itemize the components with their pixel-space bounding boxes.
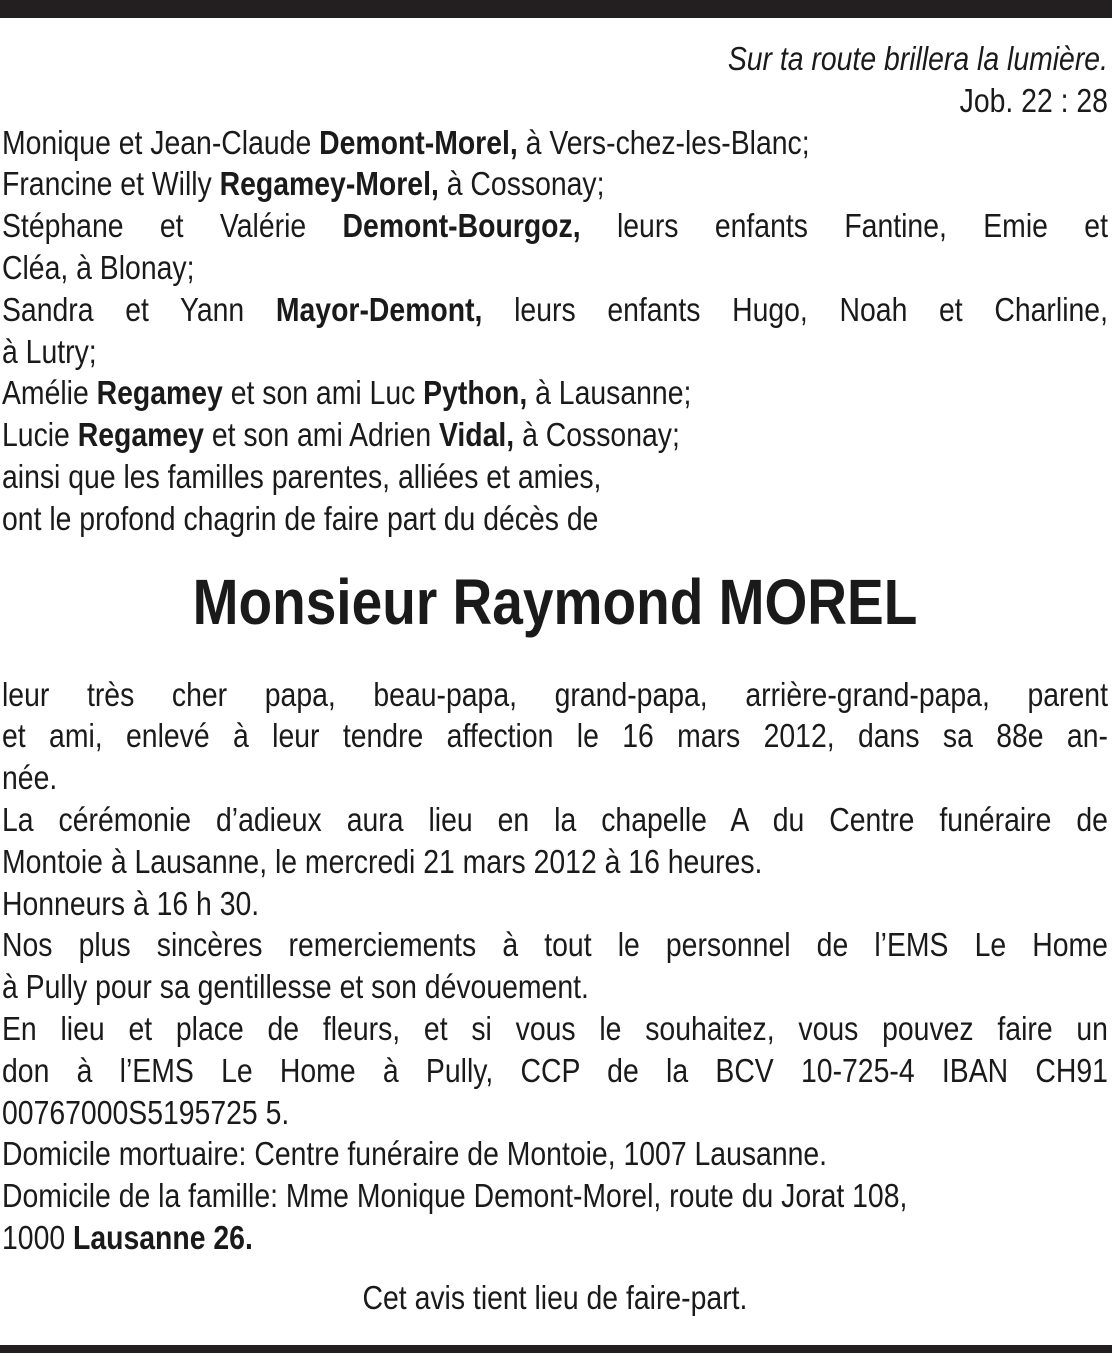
family-line [2, 289, 1108, 331]
top-rule [0, 0, 1112, 18]
family-children: leurs enfants Fantine, Emie et [580, 207, 1108, 245]
tribute-line: et ami, enlevé à leur tendre affection le 16 mars 2012, dans sa 88e an- [2, 717, 1108, 755]
family-surname: Python, [423, 374, 528, 412]
tribute-line: leur très cher papa, beau-papa, grand-papa, arrière-grand-papa, parent [2, 675, 1108, 713]
epigraph-reference: Job. 22 : 28 [959, 81, 1108, 119]
family-line [2, 163, 1108, 205]
family-line-continued: Cléa, à Blonay; [2, 248, 195, 286]
family-location: à Vers-chez-les-Blanc; [517, 123, 810, 161]
family-surname: Mayor-Demont, [275, 290, 483, 328]
family-surname: Vidal, [439, 416, 515, 454]
family-line [2, 372, 1108, 414]
family-surname: Regamey [96, 374, 223, 412]
tribute-line: née. [2, 759, 58, 797]
family-names: Stéphane et Valérie [2, 207, 343, 245]
family-companion: et son ami Luc [222, 374, 424, 412]
epigraph-quote: Sur ta route brillera la lumière. [727, 40, 1108, 77]
thanks-line: à Pully pour sa gentillesse et son dévouement. [2, 968, 589, 1006]
family-line [2, 414, 1108, 456]
donation-line: don à l’EMS Le Home à Pully, CCP de la BCV 10-725-4 IBAN CH91 [2, 1051, 1108, 1089]
family-names: Monique et Jean-Claude [2, 123, 320, 161]
family-line-continued: à Lutry; [2, 332, 97, 370]
family-list [2, 122, 1108, 540]
family-location: à Cossonay; [438, 165, 605, 203]
mortuary-address: Domicile mortuaire: Centre funéraire de Montoie, 1007 Lausanne. [2, 1135, 828, 1173]
family-line [2, 205, 1108, 247]
family-address [2, 1217, 1108, 1259]
bottom-rule [0, 1345, 1112, 1353]
family-names: Amélie [2, 374, 97, 412]
ceremony-line: La cérémonie d’adieux aura lieu en la chapelle A du Centre funéraire de [2, 800, 1108, 838]
honors-line: Honneurs à 16 h 30. [2, 884, 260, 922]
donation-line: En lieu et place de fleurs, et si vous le souhaitez, vous pouvez faire un [2, 1009, 1108, 1047]
notice-body [2, 674, 1108, 1259]
epigraph [2, 38, 1108, 122]
ceremony-line: Montoie à Lausanne, le mercredi 21 mars 2012 à 16 heures. [2, 842, 763, 880]
family-surname: Demont-Bourgoz, [342, 207, 581, 245]
postal-code: 1000 [2, 1218, 74, 1256]
family-surname: Regamey-Morel, [219, 165, 439, 203]
family-names: Sandra et Yann [2, 290, 276, 328]
family-names: Lucie [2, 416, 78, 454]
family-names: Francine et Willy [2, 165, 220, 203]
family-location: à Lausanne; [527, 374, 692, 412]
family-companion: et son ami Adrien [203, 416, 440, 454]
family-children: leurs enfants Hugo, Noah et Charline, [482, 290, 1108, 328]
deceased-name: Monsieur Raymond MOREL [192, 565, 918, 638]
family-location: à Cossonay; [514, 416, 680, 454]
family-surname: Demont-Morel, [319, 123, 518, 161]
closing-note: Cet avis tient lieu de faire-part. [362, 1278, 748, 1316]
thanks-line: Nos plus sincères remerciements à tout le personnel de l’EMS Le Home [2, 926, 1108, 964]
family-line [2, 122, 1108, 164]
intro-line: ont le profond chagrin de faire part du décès de [2, 499, 599, 537]
intro-line: ainsi que les familles parentes, alliées et amies, [2, 457, 602, 495]
obituary-notice [2, 38, 1108, 1319]
donation-line: 00767000S5195725 5. [2, 1093, 290, 1131]
city-name: Lausanne 26. [73, 1218, 253, 1256]
family-surname: Regamey [77, 416, 204, 454]
family-address: Domicile de la famille: Mme Monique Demont-Morel, route du Jorat 108, [2, 1177, 908, 1215]
